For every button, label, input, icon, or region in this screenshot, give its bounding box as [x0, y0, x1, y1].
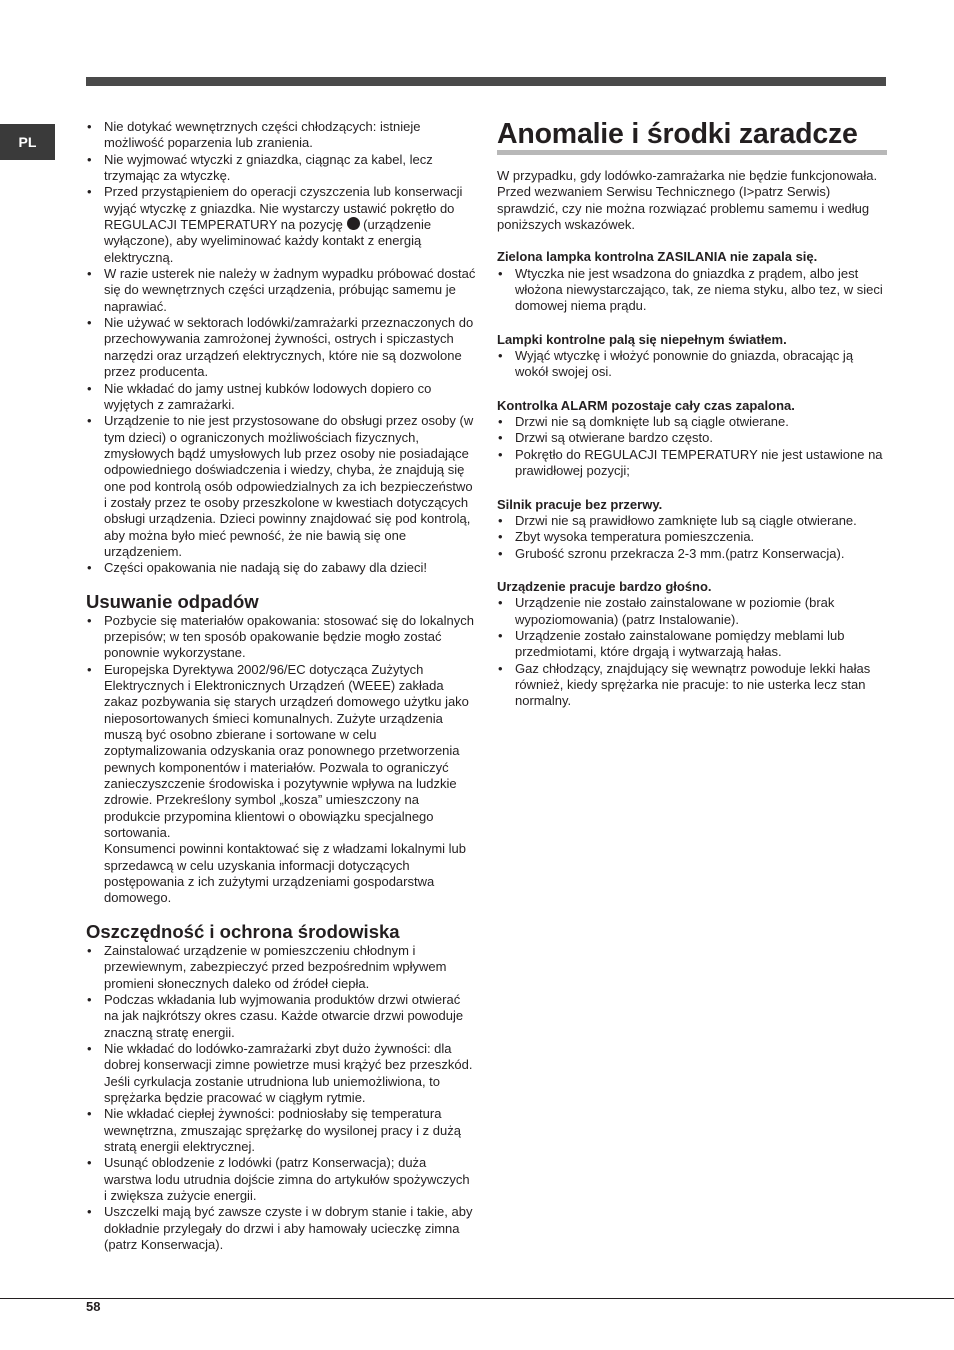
- language-tab: PL: [0, 124, 55, 160]
- list-item: • Części opakowania nie nadają się do zabawy dla dzieci!: [86, 560, 476, 576]
- list-item: • Podczas wkładania lub wyjmowania produktów drzwi otwierać na jak najkrótszy okres czasu. Każde otwarcie drzwi powoduje znaczną stratę energii.: [86, 992, 476, 1041]
- list-item: [86, 662, 476, 907]
- list-item: • Grubość szronu przekracza 2-3 mm.(patrz Konserwacja).: [497, 546, 887, 562]
- list-item: • Usunąć oblodzenie z lodówki (patrz Konserwacja); duża warstwa lodu utrudnia dojście zimna do artykułów spożywczych i zwiększa zużycie energii.: [86, 1155, 476, 1204]
- list-item: • Urządzenie nie zostało zainstalowane w poziomie (brak wypoziomowania) (patrz Instalowanie).: [497, 595, 887, 628]
- list-item: • Nie wkładać do lodówko-zamrażarki zbyt dużo żywności: dla dobrej konserwacji zimne powietrze musi krążyć bez przeszkód. Jeśli cyrkulacja zostanie utrudniona lub uniemożliwiona, to sprężarka będzie pracować w ciągłym rytmie.: [86, 1041, 476, 1106]
- section-heading-saving: Oszczędność i ochrona środowiska: [86, 920, 400, 942]
- problem-title: Zielona lampka kontrolna ZASILANIA nie zapala się.: [497, 249, 818, 265]
- list-item: • Wtyczka nie jest wsadzona do gniazdka z prądem, albo jest włożona niewystarczająco, tak, ze niema styku, albo tez, w sieci domowej niema prądu.: [497, 266, 887, 315]
- list-item: • Nie wkładać do jamy ustnej kubków lodowych dopiero co wyjętych z zamrażarki.: [86, 381, 476, 414]
- list-item: • Pokrętło do REGULACJI TEMPERATURY nie jest ustawione na prawidłowej pozycji;: [497, 447, 887, 480]
- list-item-extra: Konsumenci powinni kontaktować się z władzami lokalnymi lub sprzedawcą w celu uzyskania informacji dotyczących postępowania z ich zużytymi urządzeniami gospodarstwa domowego.: [104, 841, 467, 906]
- saving-list: [86, 943, 476, 1254]
- page-number: 58: [86, 1299, 101, 1314]
- list-item: [86, 184, 476, 266]
- page-title: Anomalie i środki zaradcze: [497, 118, 887, 155]
- problem-list: [497, 513, 887, 562]
- list-item: • W razie usterek nie należy w żadnym wypadku próbować dostać się do wewnętrznych części urządzenia, próbując samemu je naprawiać.: [86, 266, 476, 315]
- problem-title: Silnik pracuje bez przerwy.: [497, 496, 663, 512]
- list-item: • Uszczelki mają być zawsze czyste i w dobrym stanie i takie, aby dokładnie przylegały do drzwi i aby hamowały ucieczkę zimna (patrz Konserwacja).: [86, 1204, 476, 1253]
- list-item: • Nie używać w sektorach lodówki/zamrażarki przeznaczonych do przechowywania zamrożonej żywności, ostrych i spiczastych narzędzi oraz urządzeń elektrycznych, które nie są dozwolone przez producenta.: [86, 315, 476, 380]
- list-item: • Nie dotykać wewnętrznych części chłodzących: istnieje możliwość poparzenia lub zranienia.: [86, 119, 476, 152]
- list-item: • Zainstalować urządzenie w pomieszczeniu chłodnym i przewiewnym, zabezpieczyć przed bezpośrednim wpływem promieni słonecznych daleko od źródeł ciepła.: [86, 943, 476, 992]
- problem-list: [497, 595, 887, 709]
- problem-title: Kontrolka ALARM pozostaje cały czas zapalona.: [497, 397, 795, 413]
- list-item-text: Przed przystąpieniem do operacji czyszczenia lub konserwacji wyjąć wtyczkę z gniazdka. Nie wystarczy ustawić pokrętło do REGULACJI TEMPERATURY na pozycję: [104, 184, 463, 233]
- list-item: • Drzwi są otwierane bardzo często.: [497, 430, 887, 446]
- power-off-icon: [347, 217, 360, 230]
- problem-title: Urządzenie pracuje bardzo głośno.: [497, 578, 712, 594]
- list-item: • Drzwi nie są domknięte lub są ciągle otwierane.: [497, 414, 887, 430]
- list-item: • Drzwi nie są prawidłowo zamknięte lub są ciągle otwierane.: [497, 513, 887, 529]
- right-column: [497, 118, 887, 710]
- list-item: • Zbyt wysoka temperatura pomieszczenia.: [497, 529, 887, 545]
- bottom-rule: [0, 1298, 954, 1299]
- intro-paragraph: W przypadku, gdy lodówko-zamrażarka nie będzie funkcjonowała. Przed wezwaniem Serwisu Technicznego (I>patrz Serwis) sprawdzić, czy nie można rozwiązać problemu samemu i według poniższych wskazówek.: [497, 168, 878, 233]
- list-item: • Pozbycie się materiałów opakowania: stosować się do lokalnych przepisów; w ten sposób opakowanie będzie mogło zostać ponownie wykorzystane.: [86, 613, 476, 662]
- section-heading-waste: Usuwanie odpadów: [86, 590, 259, 612]
- list-item-text: (urządzenie wyłączone), aby wyeliminować każdy kontakt z energią elektryczną.: [104, 217, 432, 265]
- waste-list: [86, 613, 476, 907]
- problem-title: Lampki kontrolne palą się niepełnym światłem.: [497, 331, 787, 347]
- left-column: [86, 119, 476, 1253]
- list-item: • Nie wkładać ciepłej żywności: podniosłaby się temperatura wewnętrzna, zmuszając sprężarkę do wysilonej pracy i z dużą stratą energii elektrycznej.: [86, 1106, 476, 1155]
- top-rule: [86, 77, 886, 86]
- list-item: • Gaz chłodzący, znajdujący się wewnątrz powoduje lekki hałas również, kiedy sprężarka nie pracuje: to nie usterka lecz stan normalny.: [497, 661, 887, 710]
- list-item: • Wyjąć wtyczkę i włożyć ponownie do gniazda, obracając ją wokół swojej osi.: [497, 348, 887, 381]
- list-item: • Nie wyjmować wtyczki z gniazdka, ciągnąc za kabel, lecz trzymając za wtyczkę.: [86, 152, 476, 185]
- problem-list: [497, 348, 887, 381]
- list-item-text: Europejska Dyrektywa 2002/96/EC dotycząca Zużytych Elektrycznych i Elektronicznych Urządzeń (WEEE) zakłada zakaz pozbywania się starych urządzeń domowego użytku jako nieposortowanych śmieci komunalnych. Zużyte urządzenia muszą być osobno zbierane i sortowane w celu zoptymalizowania odzyskania oraz ponownego przetworzenia pewnych komponentów i materiałów. Pozwala to ograniczyć zanieczyszczenie środowiska i pozytywnie wpływa na ludzkie zdrowie. Przekreślony symbol „kosza” umieszczony na produkcie przypomina klientowi o obowiązku specjalnego sortowania.: [104, 661, 469, 841]
- list-item: • Urządzenie zostało zainstalowane pomiędzy meblami lub przedmiotami, które drgają i wytwarzają hałas.: [497, 628, 887, 661]
- problem-list: [497, 266, 887, 315]
- list-item: • Urządzenie to nie jest przystosowane do obsługi przez osoby (w tym dzieci) o ograniczonych możliwościach fizycznych, zmysłowych bądź umysłowych lub przez osoby nie posiadające odpowiedniego doświadczenia i wiedzy, chyba, że znajdują się one pod kontrolą osób odpowiedzialnych za ich bezpieczeństwo i zostały przez te osoby przeszkolone w kwestiach dotyczących obsługi urządzenia. Dzieci powinny znajdować się pod kontrolą, aby można było mieć pewność, że nie bawią się one urządzeniem.: [86, 413, 476, 560]
- problem-list: [497, 414, 887, 479]
- safety-list: [86, 119, 476, 577]
